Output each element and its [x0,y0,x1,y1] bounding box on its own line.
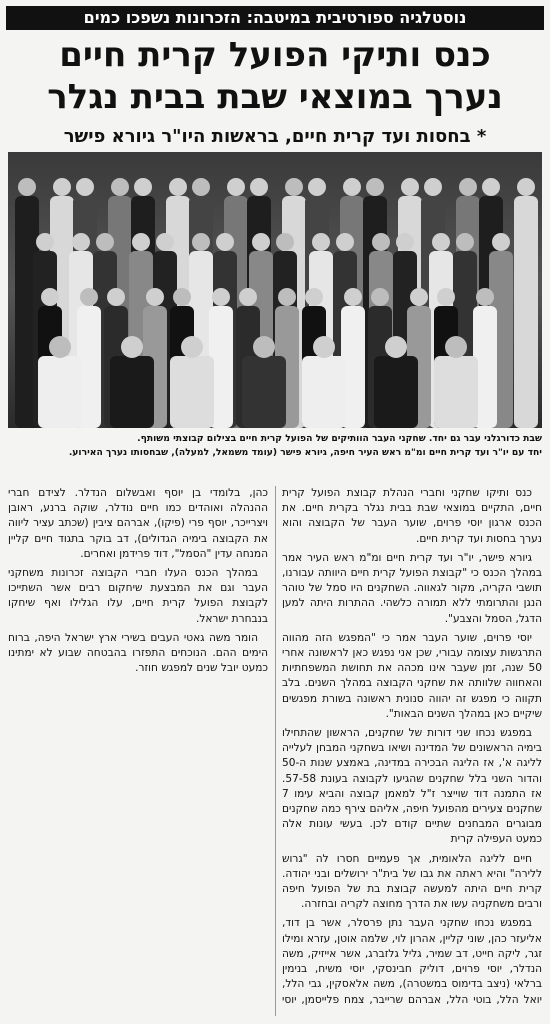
photo-caption [8,432,542,474]
headline-line-2: נערך במוצאי שבת בבית נגלר [47,77,503,117]
person-head [482,178,500,196]
person-head [173,288,191,306]
person-head [492,233,510,251]
person-head [253,336,275,358]
person-head [216,233,234,251]
person-head [227,178,245,196]
person-head [313,336,335,358]
person-head [456,233,474,251]
person-head [476,288,494,306]
person-head [371,288,389,306]
person-head [336,233,354,251]
person-head [49,336,71,358]
person-head [96,233,114,251]
person-head [278,288,296,306]
article-kicker: נוסטלגיה ספורטיבית במיטבה: הזכרונות נשפכו כמים [6,6,544,30]
person-head [250,178,268,196]
person-head [18,178,36,196]
caption-line-2: יחד עם יו"ר ועד קרית חיים ומ"מ ראש העיר חיפה, גיורא פישר (עומד משמאל, למעלה), שבחסותו נערך האירוע. [68,446,542,458]
person-head [424,178,442,196]
person-head [121,336,143,358]
person-head [169,178,187,196]
body-paragraph-2: גיורא פישר, יו"ר ועד קרית חיים ומ"מ ראש העיר אמר במהלך הכנס כי "קבוצת הפועל קרית חיים היוותה עבורנו, תושבי הקריה, מקור לגאווה. השחקנים היו סמל של טוהר הנגן והתרומתי ללא תמורה כלשהי. ההתרות היתה למען הדגל, הסמל והצבע". [282,551,542,625]
person-head [517,178,535,196]
person-silhouette [38,356,82,428]
person-silhouette [514,196,538,428]
person-head [432,233,450,251]
person-silhouette [374,356,418,428]
person-head [252,233,270,251]
body-paragraph-3: יוסי פרוים, שוער העבר אמר כי "המפגש הזה מהווה התרגשות עצומה עבורי, שכן אני נפגש כאן לראשונה אחרי 50 שנה, זמן שעבר אינו מכהה את תחושת המשפחתיות והאחווה שלוותה את שחקני הקבוצה במהלך השנים. בלב תקווה כי מפגש זה יהווה סנונית ראשונה בשורת מפגשים שיקיים כאן במהלך השנים הבאות". [282,631,542,720]
person-silhouette [242,356,286,428]
person-head [72,233,90,251]
person-head [146,288,164,306]
person-head [212,288,230,306]
person-head [437,288,455,306]
person-silhouette [170,356,214,428]
person-head [192,233,210,251]
body-paragraph-7: במהלך הכנס העלו חברי הקבוצה זכרונות משחקני העבר וגם את המבצעת שיחקום רבים אשר השתייכו לקבוצת הפועל קרית חיים, עלו הגלילו ואף שיחקו בנבחרת ישראל. [8,567,268,625]
person-silhouette [302,356,346,428]
article-headline [6,34,544,120]
person-head [312,233,330,251]
person-head [410,288,428,306]
group-photo-illustration [8,152,542,428]
person-head [181,336,203,358]
person-head [308,178,326,196]
person-head [459,178,477,196]
person-silhouette [434,356,478,428]
person-head [401,178,419,196]
person-head [445,336,467,358]
article-body [8,486,542,1016]
body-paragraph-6: במפגש נכחו שחקני העבר נתן פרסלר, אשר בן דוד, אליעזר כהן, שוני קליין, אהרון לוי, שלמה אוטן, עזרא ומילו זגר, ליקה חייט, דב שמיר, גליל גלזברג, אשר אייזיק, משה הנדלר, יוסי פרוים, דוליק חבינסקי, יוסי משיח, בנימין ברלאי (ניצב בדימוס במשטרה), משה אלאסקין, גבי הלל, יואל הלל, בוטי הלל, אברהם שרייבר, צמח פלייסמן, יוסי כהן, בלומדי בן יוסף ואבשלום הנדלר. לצידם חברי ההנהלה ואוהדים כמו חיים נודלר, שוקה ברנע, ראובן ויצרייכר, יוסף פרי (פיקו), אברהם ציבין (שכתב עציר ליווה את הקבוצה בימיה הגדולים), דב בוקר בתגוד חיים קליין המנחה עדין "הסמל", דוד פרידמן ואחרים. [8,487,542,1006]
person-head [76,178,94,196]
person-head [156,233,174,251]
person-head [285,178,303,196]
person-silhouette [110,356,154,428]
body-paragraph-1: כנס ותיקו שחקני וחברי הנהלת קבוצת הפועל קרית חיים, התקיים במוצאי שבת בבית נגלר בקרית חיים. את הכנס ארגון יוסי פרוים, שוער העבר של הקבוצה והוא נערך בחסות ועד קרית חיים. [282,487,542,545]
person-head [305,288,323,306]
body-paragraph-8: הומר משה גאטי העבים בשירי ארץ ישראל היפה, ברוח הימים ההם. הנוכחים התפזרו בהבטחה שבוע לא ימתינו כמעט יובל שנים למפגש חוזר. [8,631,268,675]
group-photo [8,152,542,428]
person-head [276,233,294,251]
person-head [385,336,407,358]
person-head [343,178,361,196]
headline-line-1: כנס ותיקי הפועל קרית חיים [59,35,491,75]
person-head [36,233,54,251]
person-head [239,288,257,306]
article-subhead: * בחסות ועד קרית חיים, בראשות היו"ר גיורא פישר [63,126,487,147]
person-head [192,178,210,196]
person-head [107,288,125,306]
person-head [134,178,152,196]
person-head [41,288,59,306]
person-head [372,233,390,251]
person-head [53,178,71,196]
person-head [344,288,362,306]
person-head [132,233,150,251]
person-head [366,178,384,196]
person-head [80,288,98,306]
person-head [111,178,129,196]
body-paragraph-4: במפגש נכחו שני דורות של שחקנים, הראשון שהתחילו בימיה הראשונים של המדינה ושיאו בשחקני המבחן לעלייה לליגה א', אז הליגה הבכירה במדינה, באמצע שנות ה-50 והדור השני בלל שחקנים שהגיעו לקבוצה בעונת 57-58. אז התמנה דוד שוייצר ז"ל למאמן קבוצה והביא עימו 7 שחקנים צעירים מהפועל חיפה, אליהם צירף כמה שחקנים מבוגרים המבחנים שתיים קודם לכן. בעשי עונות אלה כמעט העפילה קרית [282,727,542,846]
caption-line-1: שבת כדורגלני עבר גם יחד. שחקני העבר הוותיקים של הפועל קרית חיים בצילום קבוצתי משותף. [137,433,542,444]
person-head [396,233,414,251]
body-paragraph-5: חיים לליגה הלאומית, אך פעמיים חסרו לה "גרוש ללירה" והיא ראתה את גבו של בית"ר ירושלים ובני יהודה. קרית חיים היתה למעשה קבוצת בת של הפועל חיפה ורבים משחקניה עשו את הדרך מחוצה לקריה ובחזרה. [282,852,542,911]
